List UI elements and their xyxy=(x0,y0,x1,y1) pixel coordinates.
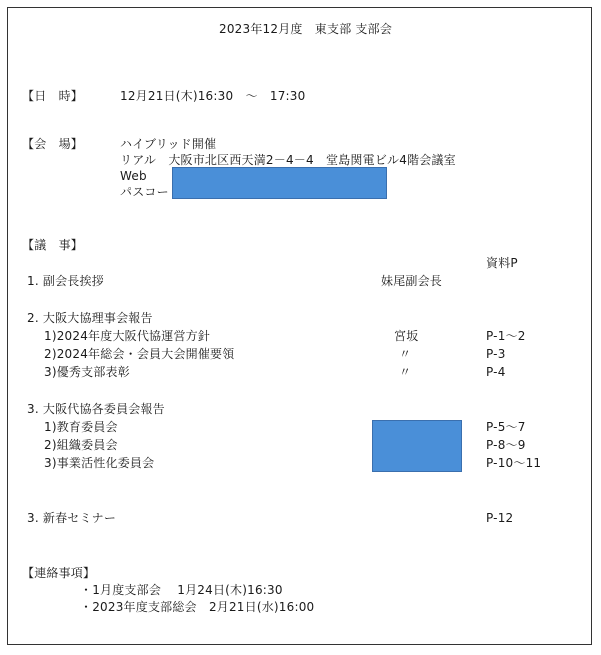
redacted-presenters xyxy=(372,420,462,472)
agenda-label: 【議 事】 xyxy=(22,238,84,252)
agenda-item-2-sub-1-ref: P-1～2 xyxy=(486,329,526,343)
agenda-item-1-title: 1. 副会長挨拶 xyxy=(27,274,104,288)
agenda-item-2-sub-1: 1)2024年度大阪代協運営方針 xyxy=(44,329,211,343)
agenda-ref-header: 資料P xyxy=(486,256,518,270)
agenda-item-2-sub-3-ref: P-4 xyxy=(486,365,506,379)
agenda-item-3-sub-2: 2)組織委員会 xyxy=(44,438,118,452)
agenda-item-2-sub-3: 3)優秀支部表彰 xyxy=(44,365,130,379)
agenda-item-3-sub-3: 3)事業活性化委員会 xyxy=(44,456,155,470)
venue-line-real: リアル 大阪市北区西天満2－4－4 堂島関電ビル4階会議室 xyxy=(120,153,456,167)
datetime-value: 12月21日(木)16:30 ～ 17:30 xyxy=(120,89,306,103)
notice-item-1: ・1月度支部会 1月24日(木)16:30 xyxy=(80,583,283,597)
document-title: 2023年12月度 東支部 支部会 xyxy=(219,22,393,36)
notices-label: 【連絡事項】 xyxy=(22,566,96,580)
agenda-item-4-title: 3. 新春セミナー xyxy=(27,511,117,525)
venue-line-passcode: パスコー xyxy=(120,185,169,199)
agenda-item-3-sub-3-ref: P-10～11 xyxy=(486,456,542,470)
agenda-item-2-sub-3-presenter: 〃 xyxy=(399,365,412,379)
agenda-item-4-ref: P-12 xyxy=(486,511,514,525)
venue-line-web: Web xyxy=(120,169,147,183)
agenda-item-3-sub-1-ref: P-5～7 xyxy=(486,420,526,434)
redacted-web-info xyxy=(172,167,387,199)
agenda-item-2-sub-2-ref: P-3 xyxy=(486,347,506,361)
datetime-label: 【日 時】 xyxy=(22,89,84,103)
agenda-item-3-sub-1: 1)教育委員会 xyxy=(44,420,118,434)
agenda-item-3-title: 3. 大阪代協各委員会報告 xyxy=(27,402,165,416)
agenda-item-3-sub-2-ref: P-8～9 xyxy=(486,438,526,452)
venue-line-hybrid: ハイブリッド開催 xyxy=(120,137,217,151)
notice-item-2: ・2023年度支部総会 2月21日(水)16:00 xyxy=(80,600,315,614)
venue-label: 【会 場】 xyxy=(22,137,84,151)
agenda-item-1-presenter: 妹尾副会長 xyxy=(381,274,443,288)
agenda-item-2-sub-1-presenter: 宮坂 xyxy=(394,329,419,343)
agenda-item-2-title: 2. 大阪大協理事会報告 xyxy=(27,311,153,325)
agenda-item-2-sub-2: 2)2024年総会・会員大会開催要領 xyxy=(44,347,235,361)
agenda-item-2-sub-2-presenter: 〃 xyxy=(399,347,412,361)
